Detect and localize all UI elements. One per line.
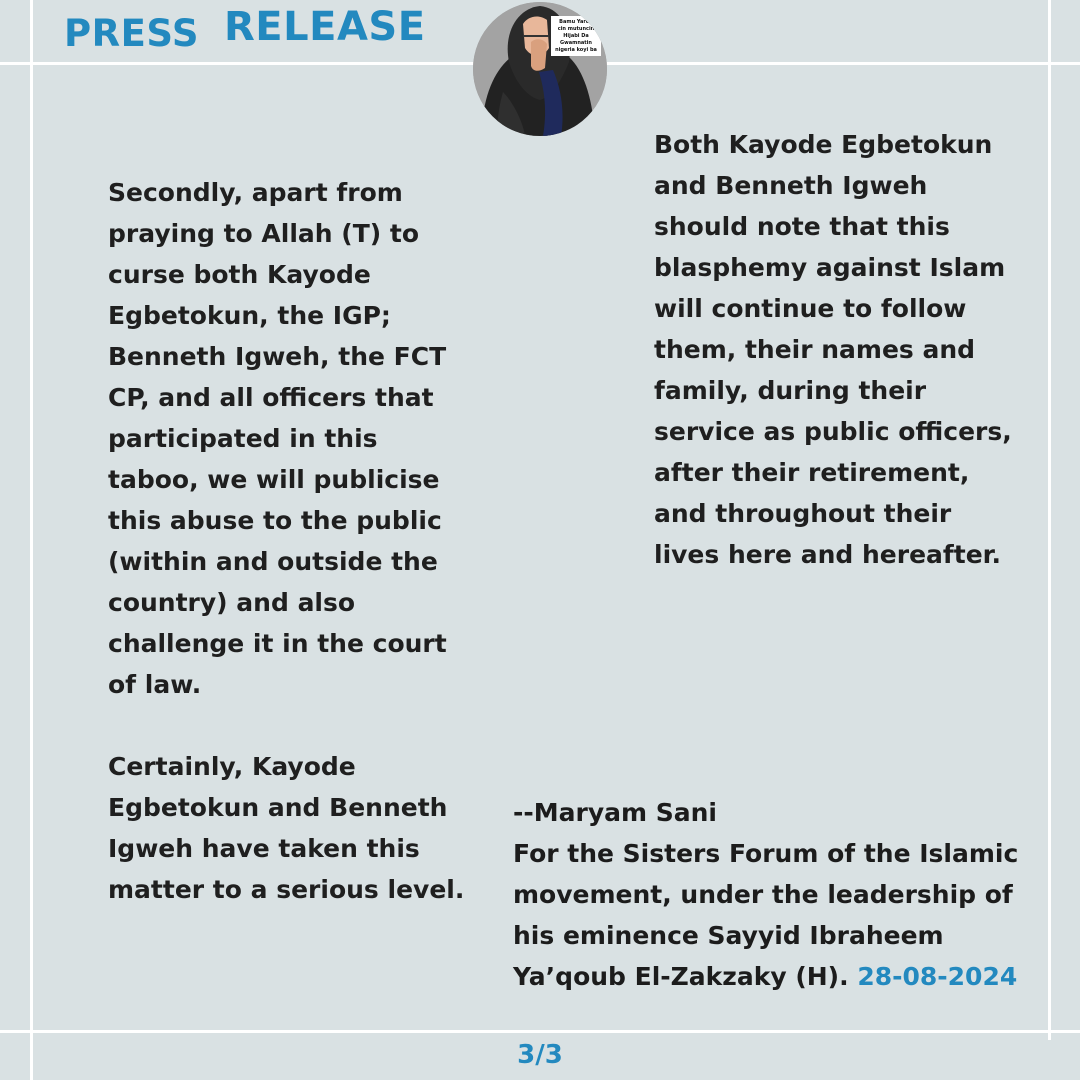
page-indicator: 3/3 <box>517 1040 563 1070</box>
caption-line: cin mutuncin <box>557 26 595 32</box>
right-column <box>654 124 1014 575</box>
left-column <box>108 172 468 910</box>
caption-line: Hijabi Da <box>563 33 589 39</box>
frame-line-right <box>1048 0 1051 1040</box>
veiled-woman-illustration <box>473 2 607 136</box>
title-release: RELEASE <box>224 4 426 50</box>
avatar <box>473 2 607 136</box>
caption-line: Gwamnatin <box>560 40 592 46</box>
caption-line: Bamu Yarda <box>559 19 593 25</box>
frame-line-left <box>30 0 33 1080</box>
signature-name: --Maryam Sani <box>513 798 717 827</box>
left-paragraph-2: Certainly, Kayode Egbetokun and Benneth Igweh have taken this matter to a serious level. <box>108 752 465 904</box>
caption-line: nigeria koyi ba <box>555 47 597 53</box>
signature-body: For the Sisters Forum of the Islamic movement, under the leadership of his eminence Sayyid Ibraheem Ya’qoub El-Zakzaky (H). <box>513 839 1019 991</box>
title-press: PRESS <box>64 12 200 55</box>
signature-block <box>513 792 1043 997</box>
signature-body-wrap <box>513 833 1043 997</box>
right-paragraph-1: Both Kayode Egbetokun and Benneth Igweh should note that this blasphemy against Islam will continue to follow them, their names and family, during their service as public officers, after their retirement, and throughout their lives here and hereafter. <box>654 130 1012 569</box>
release-date: 28-08-2024 <box>857 962 1018 991</box>
frame-line-bottom <box>0 1030 1080 1033</box>
left-paragraph-1: Secondly, apart from praying to Allah (T) to curse both Kayode Egbetokun, the IGP; Benneth Igweh, the FCT CP, and all officers that participated in this taboo, we will publicise this abuse to the public (within and outside the country) and also challenge it in the court of law. <box>108 178 447 699</box>
